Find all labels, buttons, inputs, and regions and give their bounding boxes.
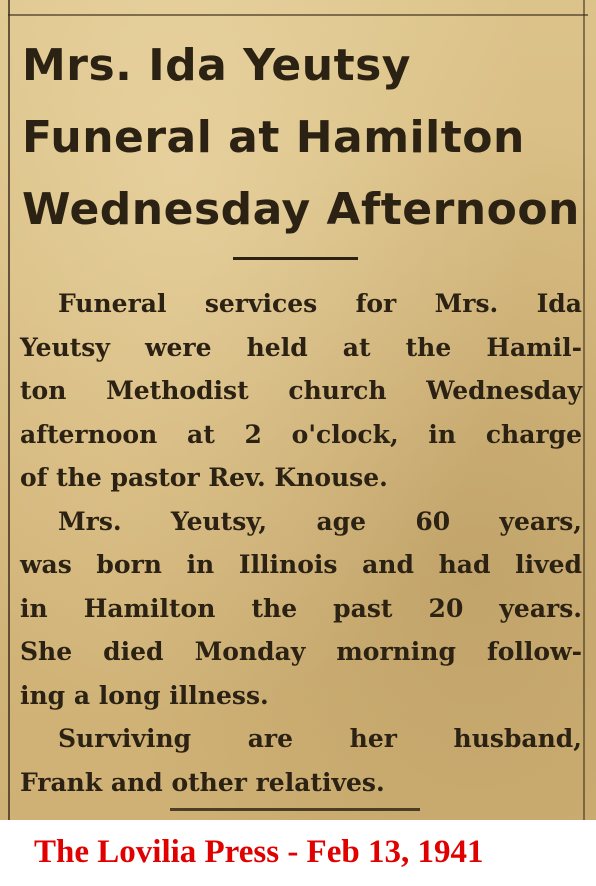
article-line: She died Monday morning follow-	[20, 637, 582, 666]
left-column-rule	[8, 0, 10, 820]
headline	[22, 30, 582, 246]
article-line: Yeutsy were held at the Hamil-	[20, 332, 582, 362]
article-line: Frank and other relatives.	[20, 767, 385, 797]
article-line: Mrs. Yeutsy, age 60 years,	[58, 506, 582, 536]
article-line: ing a long illness.	[20, 680, 269, 710]
bottom-divider	[170, 808, 420, 811]
article-line: was born in Illinois and had lived	[20, 550, 582, 579]
article-line: Funeral services for Mrs. Ida	[58, 289, 582, 318]
top-border-rule	[8, 0, 588, 16]
article-line: Surviving are her husband,	[58, 724, 582, 753]
right-column-rule	[583, 0, 585, 820]
source-caption: The Lovilia Press - Feb 13, 1941	[34, 834, 484, 870]
headline-line-3: Wednesday Afternoon	[22, 184, 580, 235]
article-line: afternoon at 2 o'clock, in charge	[20, 419, 582, 449]
article-line: in Hamilton the past 20 years.	[20, 593, 582, 623]
article-line: of the pastor Rev. Knouse.	[20, 463, 388, 492]
headline-divider	[233, 257, 358, 260]
article-body	[20, 282, 582, 804]
headline-line-2: Funeral at Hamilton	[22, 112, 525, 163]
article-line: ton Methodist church Wednesday	[20, 376, 582, 405]
headline-line-1: Mrs. Ida Yeutsy	[22, 40, 411, 91]
